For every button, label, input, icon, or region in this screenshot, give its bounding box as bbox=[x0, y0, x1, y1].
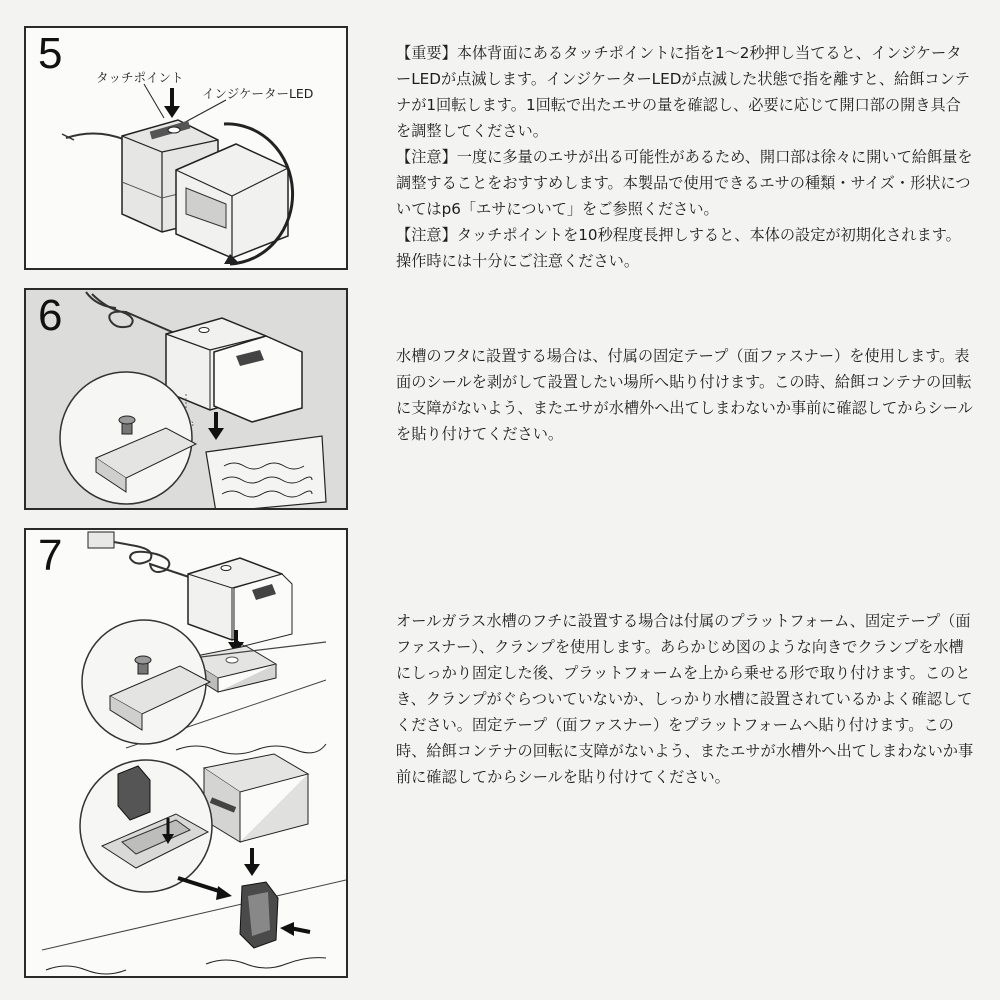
indicator-led-label: インジケーターLED bbox=[202, 86, 314, 101]
step-7-instructions bbox=[396, 608, 976, 790]
step-number: 5 bbox=[38, 29, 63, 78]
step-5-instructions bbox=[396, 40, 976, 274]
lid-mount-illustration bbox=[26, 290, 346, 510]
step-5-paragraph-caution-reset: 【注意】タッチポイントを10秒程度長押しすると、本体の設定が初期化されます。操作時には十分にご注意ください。 bbox=[396, 226, 961, 270]
feeder-touch-point-illustration bbox=[26, 28, 346, 268]
step-6-illustration-panel bbox=[24, 288, 348, 510]
step-number: 7 bbox=[38, 531, 63, 580]
touch-point-label: タッチポイント bbox=[96, 70, 184, 85]
step-number: 6 bbox=[38, 291, 63, 340]
step-7-illustration-panel bbox=[24, 528, 348, 978]
step-5-paragraph-caution-amount: 【注意】一度に多量のエサが出る可能性があるため、開口部は徐々に開いて給餌量を調整することをおすすめします。本製品で使用できるエサの種類・サイズ・形状についてはp6「エサについて」をご参照ください。 bbox=[396, 148, 973, 218]
step-5-illustration-panel bbox=[24, 26, 348, 270]
glass-rim-mount-illustration bbox=[26, 530, 346, 976]
step-7-paragraph: オールガラス水槽のフチに設置する場合は付属のプラットフォーム、固定テープ（面ファスナー）、クランプを使用します。あらかじめ図のような向きでクランプを水槽にしっかり固定した後、プラットフォームを上から乗せる形で取り付けます。このとき、クランプがぐらついていないか、しっかり水槽に設置されているかよく確認してください。固定テープ（面ファスナー）をプラットフォームへ貼り付けます。この時、給餌コンテナの回転に支障がないよう、またエサが水槽外へ出てしまわないか事前に確認してからシールを貼り付けてください。 bbox=[396, 612, 974, 786]
step-6-paragraph: 水槽のフタに設置する場合は、付属の固定テープ（面ファスナー）を使用します。表面のシールを剥がして設置したい場所へ貼り付けます。この時、給餌コンテナの回転に支障がないよう、またエサが水槽外へ出てしまわないか事前に確認してからシールを貼り付けてください。 bbox=[396, 347, 973, 443]
step-5-paragraph-important: 【重要】本体背面にあるタッチポイントに指を1～2秒押し当てると、インジケーターLEDが点滅します。インジケーターLEDが点滅した状態で指を離すと、給餌コンテナが1回転します。1回転で出たエサの量を確認し、必要に応じて開口部の開き具合を調整してください。 bbox=[396, 44, 970, 140]
step-6-instructions bbox=[396, 343, 976, 447]
